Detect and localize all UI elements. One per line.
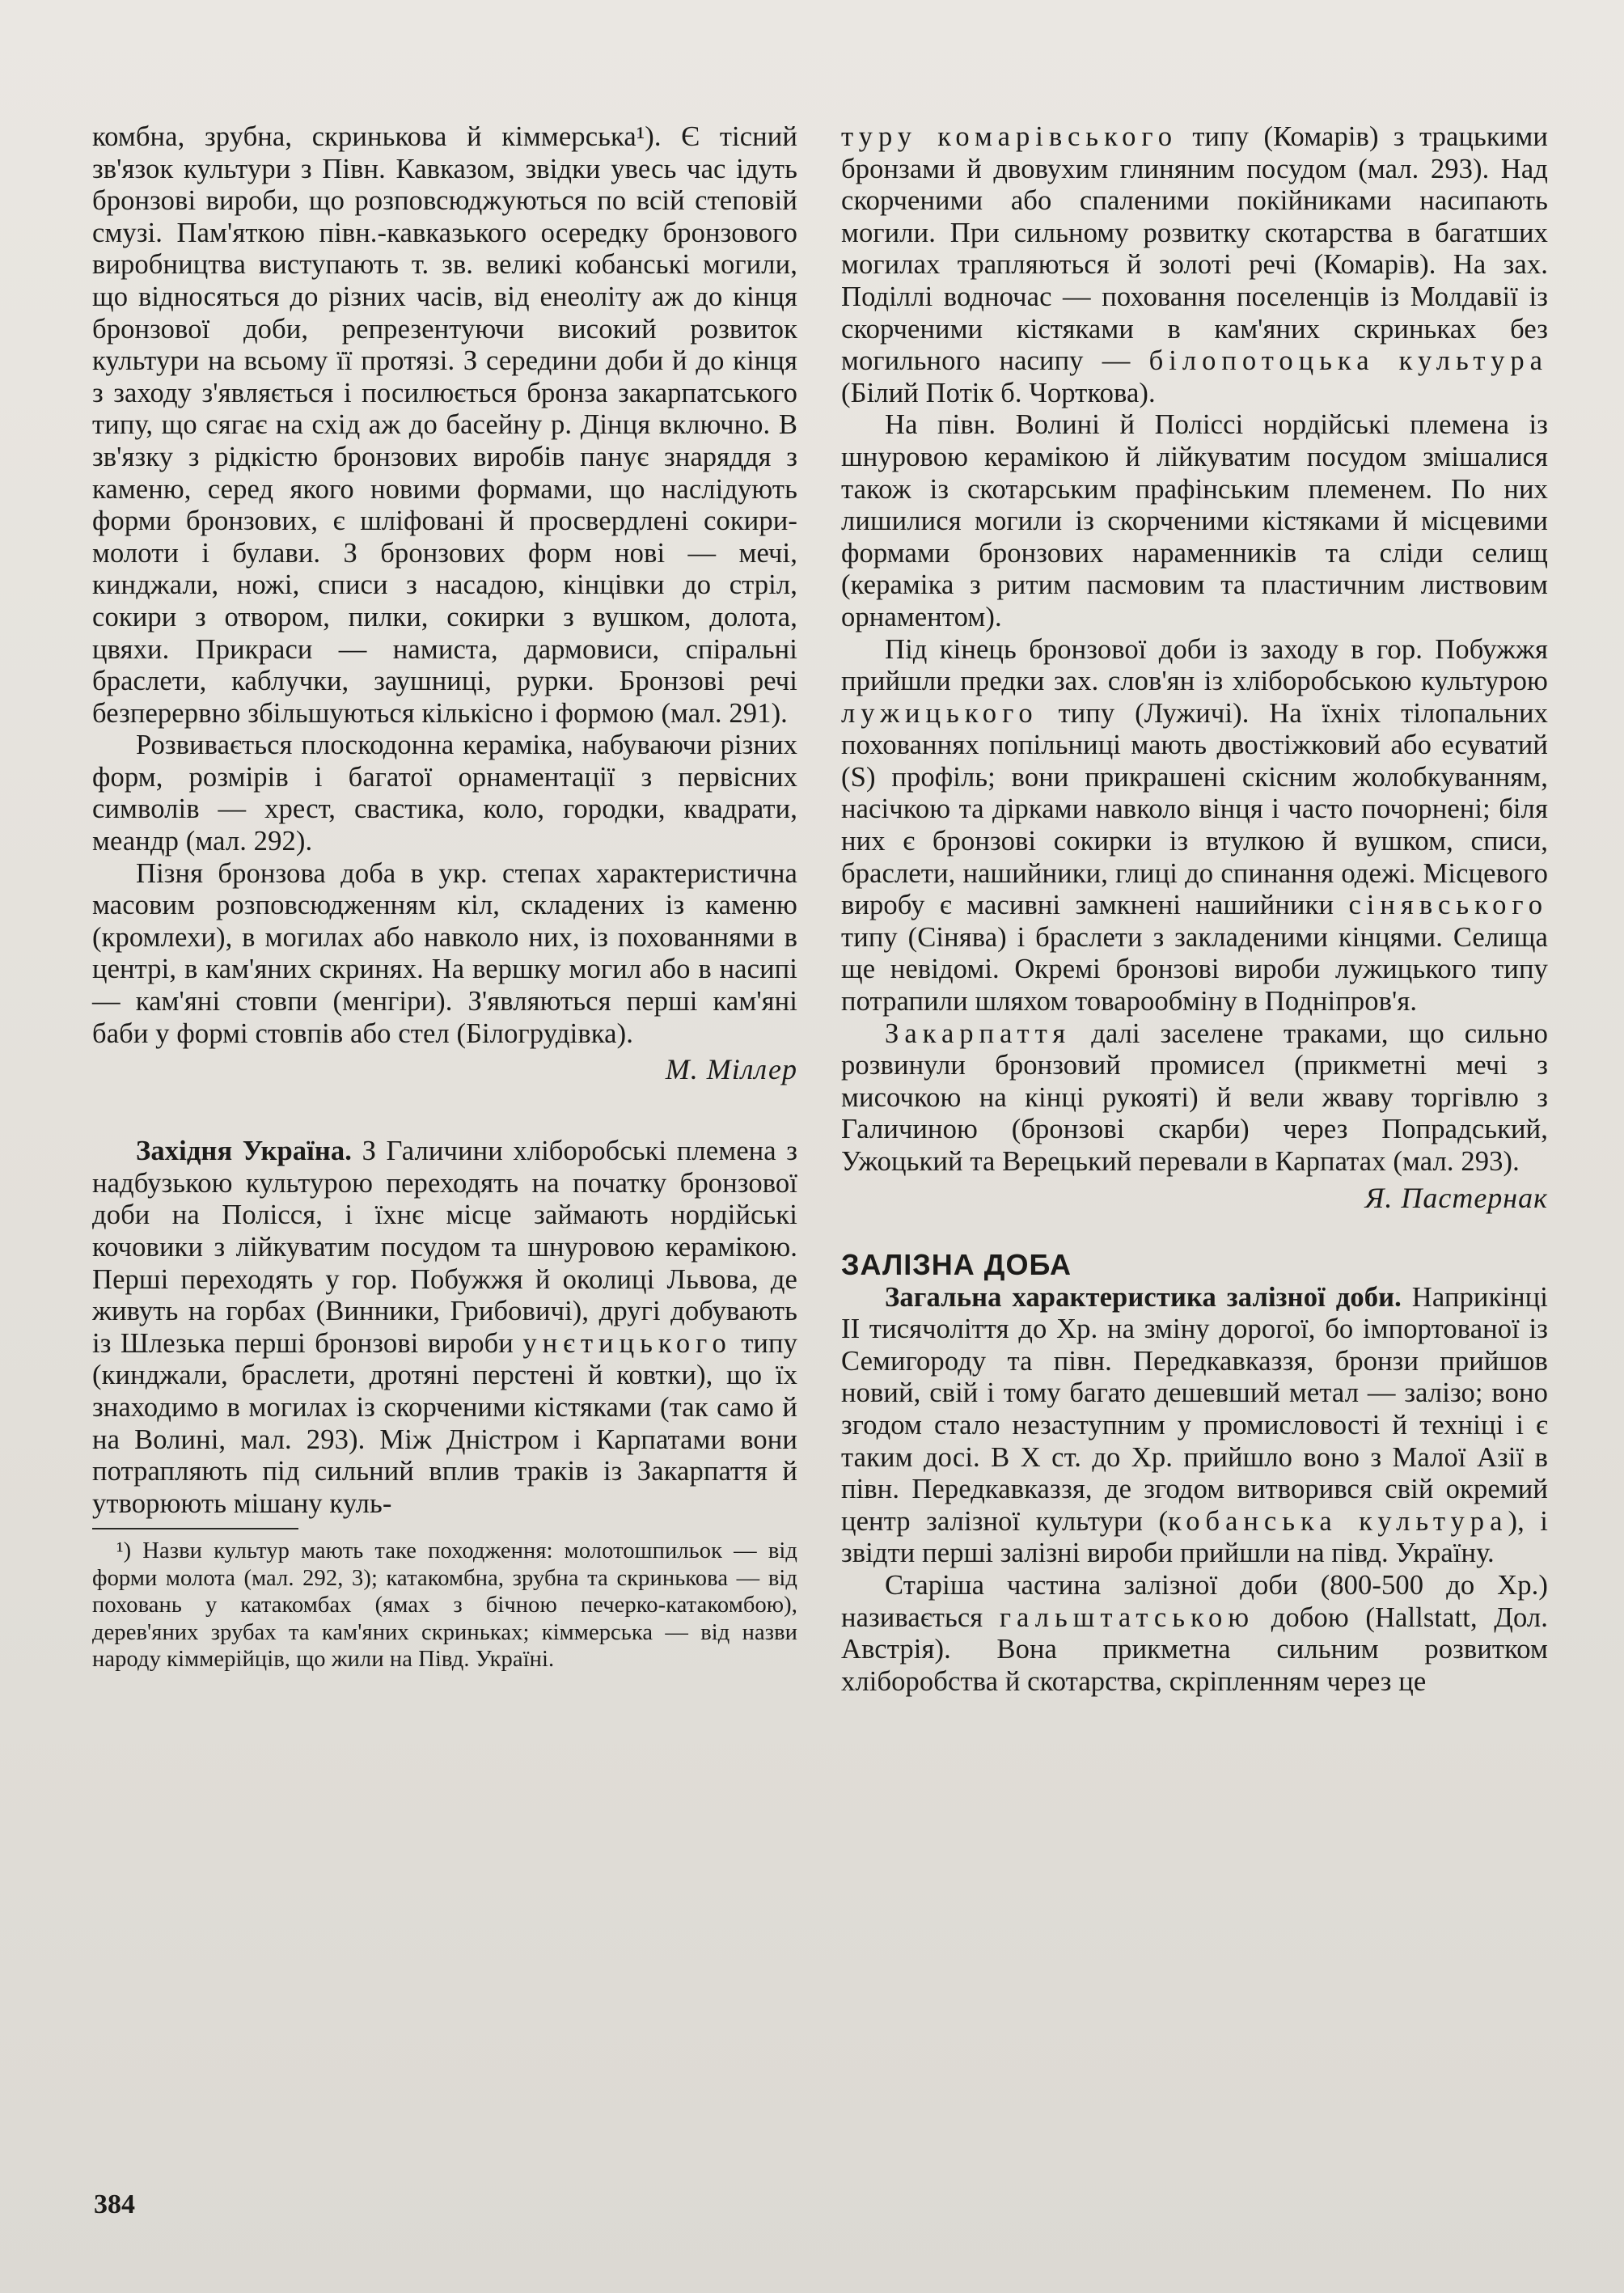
paragraph: Пізня бронзова доба в укр. степах характеристична масовим розповсюдженням кіл, складених із каменю (кромлехи), в могилах або навколо них, із похованнями в центрі, в кам'яних скринях. На вершку могил або в насипі — кам'яні стовпи (менгіри). З'являються перші кам'яні баби у формі стовпів або стел (Білогрудівка). — [92, 857, 797, 1049]
author-signature: Я. Пастернак — [1364, 1181, 1548, 1214]
paragraph: Розвивається плоскодонна кераміка, набуваючи різних форм, розмірів і багатої орнаментації з первісних символів — хрест, свастика, коло, городки, квадрати, меандр (мал. 292). — [92, 730, 797, 857]
text-run: Старіша частина залізної доби (800-500 до Хр.) називається — [841, 1569, 1548, 1633]
footnote-rule — [92, 1528, 298, 1529]
paragraph: комбна, зрубна, скринькова й кіммерська¹). Є тісний зв'язок культури з Півн. Кавказом, звідки увесь час ідуть бронзові вироби, що розповсюджуються по всій степовій смузі. Пам'яткою півн.-кавказького осередку бронзового виробництва виступають т. зв. великі кобанські могили, що відносяться до різних часів, від енеоліту аж до кінця бронзової доби, репрезентуючи високий розвиток культури на всьому її протязі. З середини доби й до кінця з заходу з'являється і посилюється бронза закарпатського типу, що сягає на схід аж до басейну р. Дінця включно. В зв'язку з рідкістю бронзових виробів панує знаряддя з каменю, серед якого новими формами, що наслідують форми бронзових, є шліфовані й просвердлені сокири-молоти і булави. З бронзових форм нові — мечі, кинджали, ножі, списи з насадою, кінцівки до стріл, сокири з отвором, пилки, сокирки з вушком, долота, цвяхи. Прикраси — намиста, дармовиси, спіральні браслети, каблучки, заушниці, рурки. Бронзові речі безперервно збільшуються кількісно і формою (мал. 291). — [92, 121, 797, 729]
text-run: Під кінець бронзової доби із заходу в гор. Побужжя прийшли предки зах. слов'ян із хліборобською культурою — [841, 633, 1548, 697]
spaced-term: гальштатською — [999, 1601, 1255, 1633]
paragraph — [841, 1018, 1548, 1178]
text-run: типу (Сінява) і браслети з закладеними кінцями. Селища ще невідомі. Окремі бронзові вироби лужицького типу потрапили шляхом товарообміну в Подніпров'я. — [841, 921, 1548, 1017]
spaced-term: сінявського — [1348, 890, 1548, 921]
paragraph — [841, 121, 1548, 409]
spaced-term: Закарпаття — [885, 1017, 1072, 1049]
subsection-heading: Загальна характеристика залізної доби. — [885, 1281, 1402, 1313]
text-run: типу (кинджали, браслети, дротяні перстені й ковтки), що їх знаходимо в могилах із скорченими кістяками (так само й на Волині, мал. 293). Між Дністром і Карпатами вони потрапляють під сильний вплив траків із Закарпаття й утворюють мішану куль- — [92, 1327, 797, 1519]
paragraph — [841, 1282, 1548, 1570]
text-run: З Галичини хліборобські племена з надбузькою культурою переходять на початку бронзової доби на Полісся, і їхнє місце займають нордійські кочовики з лійкуватим посудом та шнуровою керамікою. Перші переходять у гор. Побужжя й околиці Львова, де живуть на горбах (Винники, Грибовичі), другі добувають із Шлезька перші бронзові вироби — [92, 1136, 797, 1359]
text-run: Наприкінці II тисячоліття до Хр. на зміну дорогої, бо імпортованої із Семигороду та півн. Передкавказзя, бронзи прийшов новий, свій і тому багато дешевший метал — залізо; воно згодом стало незаступним у промисловості й техніці і є таким досі. В X ст. до Хр. прийшло воно з Малої Азії в півн. Передкавказзя, де згодом витворився свій окремий центр залізної культури ( — [841, 1281, 1548, 1537]
spaced-term: білопотоцька культура — [1148, 345, 1549, 377]
text-run: далі заселене траками, що сильно розвинули бронзовий промисел (прикметні мечі з мисочкою на кінці рукояті) й вели жваву торгівлю з Галичиною (бронзові скарби) через Попрадський, Ужоцький та Верецький перевали в Карпатах (мал. 293). — [841, 1017, 1548, 1177]
author-signature: М. Міллер — [665, 1053, 797, 1086]
text-run: типу (Комарів) з трацькими бронзами й двовухим глиняним посудом (мал. 293). Над скорченими або спаленими покійниками насипають могили. При сильному розвитку скотарства в багатших могилах трапляються й золоті речі (Комарів). На зах. Поділлі водночас — поховання поселенців із Молдавії із скорченими кістяками в кам'яних скриньках без могильного насипу — — [841, 121, 1548, 377]
paragraph — [92, 1136, 797, 1520]
paragraph — [841, 634, 1548, 1018]
text-run: добою (Hallstatt, Дол. Австрія). Вона прикметна сильним розвитком хліборобства й скотарства, скріпленням через це — [841, 1601, 1549, 1697]
spaced-term: унєтицького — [522, 1327, 732, 1359]
left-column — [92, 121, 797, 1673]
footnote: ¹) Назви культур мають таке походження: молотошпильок — від форми молота (мал. 292, 3); катакомбна, зрубна та скринькова — від поховань у катакомбах (ямах з бічною печерко-катакомбою), дерев'яних зрубах та кам'яних скриньках; кіммерська — від назви народу кіммерійців, що жили на Півд. Україні. — [92, 1538, 797, 1673]
right-column — [841, 121, 1548, 1698]
spaced-term: кобанська культура — [1168, 1505, 1508, 1537]
paragraph — [841, 1570, 1548, 1698]
text-run: ), і звідти перші залізні вироби прийшли на півд. Україну. — [841, 1505, 1549, 1569]
text-run: (Білий Потік б. Чорткова). — [841, 377, 1156, 408]
text-run: типу (Лужичі). На їхніх тілопальних похованнях попільниці мають двостіжковий або есуватий (S) профіль; вони прикрашені скісним жолобкуванням, насічкою та дірками навколо вінця і часто почорнені; біля них є бронзові сокирки із втулкою й вушком, списи, браслети, нашийники, глиці до спинання одежі. Місцевого виробу є масивні замкнені нашийники — [841, 697, 1548, 921]
paragraph: На півн. Волині й Поліссі нордійські племена із шнуровою керамікою й лійкуватим посудом змішалися також із скотарським прафінським племенем. По них лишилися могили із скорченими кістяками й місцевими формами бронзових нараменників та сліди селищ (кераміка з ритим пасмовим та пластичним листвовим орнаментом). — [841, 409, 1548, 632]
spaced-term: туру комарівського — [841, 121, 1178, 152]
page-number: 384 — [94, 2189, 135, 2219]
section-title: ЗАЛІЗНА ДОБА — [841, 1247, 1072, 1281]
spaced-term: лужицького — [841, 697, 1038, 729]
run-in-heading: Західня Україна. — [136, 1136, 353, 1167]
